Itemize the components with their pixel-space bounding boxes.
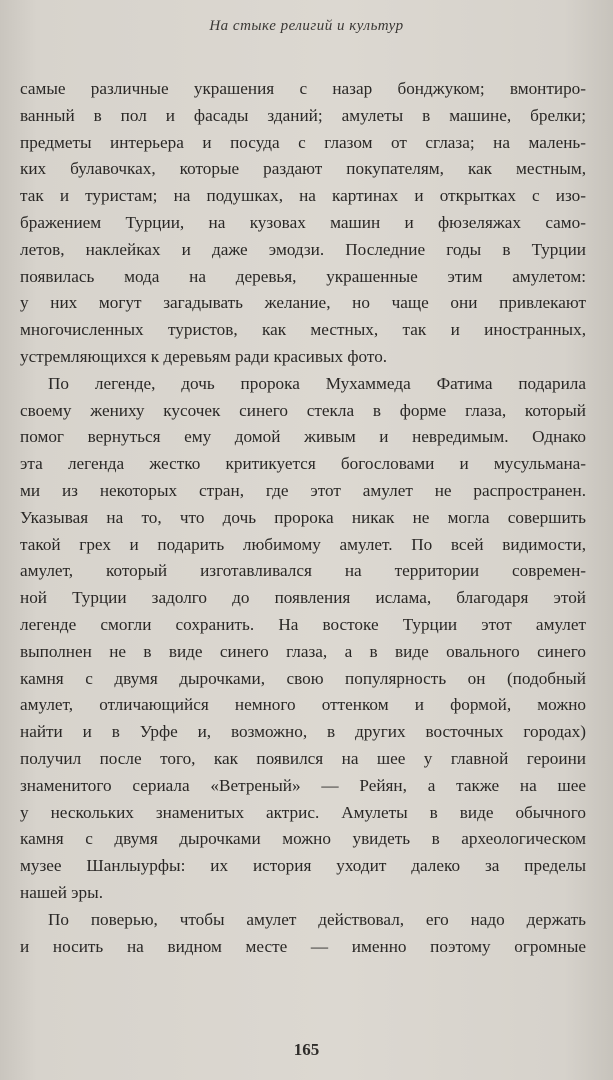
text-line: предметы интерьера и посуда с глазом от сглаза; на малень-: [20, 132, 586, 152]
text-line: своему жениху кусочек синего стекла в форме глаза, который: [20, 400, 586, 420]
text-line: самые различные украшения с назар бонджуком; вмонтиро-: [20, 79, 586, 98]
running-head: На стыке религий и культур: [209, 18, 404, 34]
text-line: эта легенда жестко критикуется богословами и мусульмана-: [20, 454, 586, 474]
text-line: устремляющихся к деревьям ради красивых фото.: [20, 346, 388, 366]
text-line: Указывая на то, что дочь пророка никак не могла совершить: [20, 507, 586, 527]
text-line: летов, наклейках и даже эмодзи. Последние годы в Турции: [20, 239, 586, 259]
text-line: у нескольких знаменитых актрис. Амулеты в виде обычного: [20, 802, 586, 822]
text-line: ких булавочках, которые раздают покупателям, как местным,: [20, 159, 586, 179]
text-line: бражением Турции, на кузовах машин и фюзеляжах само-: [20, 212, 586, 232]
text-line: легенде смогли сохранить. На востоке Турции этот амулет: [20, 614, 586, 634]
text-line: амулет, отличающийся немного оттенком и формой, можно: [20, 695, 586, 715]
text-line: амулет, который изготавливался на территории современ-: [20, 561, 586, 581]
text-line: знаменитого сериала «Ветреный» — Рейян, а также на шее: [20, 775, 586, 795]
text-line: найти и в Урфе и, возможно, в других восточных городах): [20, 722, 586, 742]
text-line: выполнен не в виде синего глаза, а в виде овального синего: [20, 641, 586, 661]
page-number: 165: [293, 1040, 320, 1059]
text-line: ванный в пол и фасады зданий; амулеты в машине, брелки;: [20, 105, 586, 125]
text-line: появилась мода на деревья, украшенные этим амулетом:: [20, 266, 586, 286]
text-line: музее Шанлыурфы: их история уходит далеко за пределы: [20, 856, 586, 876]
text-line: ми из некоторых стран, где этот амулет не распространен.: [20, 480, 586, 500]
paragraph-first-line: По поверью, чтобы амулет действовал, его надо держать: [48, 909, 586, 929]
paragraph-first-line: По легенде, дочь пророка Мухаммеда Фатима подарила: [48, 373, 586, 393]
text-line: многочисленных туристов, как местных, так и иностранных,: [20, 320, 586, 340]
text-line: у них могут загадывать желание, но чаще они привлекают: [20, 293, 586, 313]
text-line: ной Турции задолго до появления ислама, благодаря этой: [20, 588, 586, 608]
text-line: камня с двумя дырочками, свою популярность он (подобный: [20, 668, 586, 688]
text-line: получил после того, как появился на шее у главной героини: [20, 748, 586, 768]
text-line: нашей эры.: [20, 882, 104, 902]
text-line: камня с двумя дырочками можно увидеть в археологическом: [20, 829, 586, 849]
text-line: и носить на видном месте — именно поэтому огромные: [20, 936, 586, 956]
text-line: так и туристам; на подушках, на картинах и открытках с изо-: [20, 186, 586, 206]
text-line: помог вернуться ему домой живым и невредимым. Однако: [20, 427, 586, 447]
body-text: [20, 76, 586, 960]
text-line: такой грех и подарить любимому амулет. По всей видимости,: [20, 534, 586, 554]
